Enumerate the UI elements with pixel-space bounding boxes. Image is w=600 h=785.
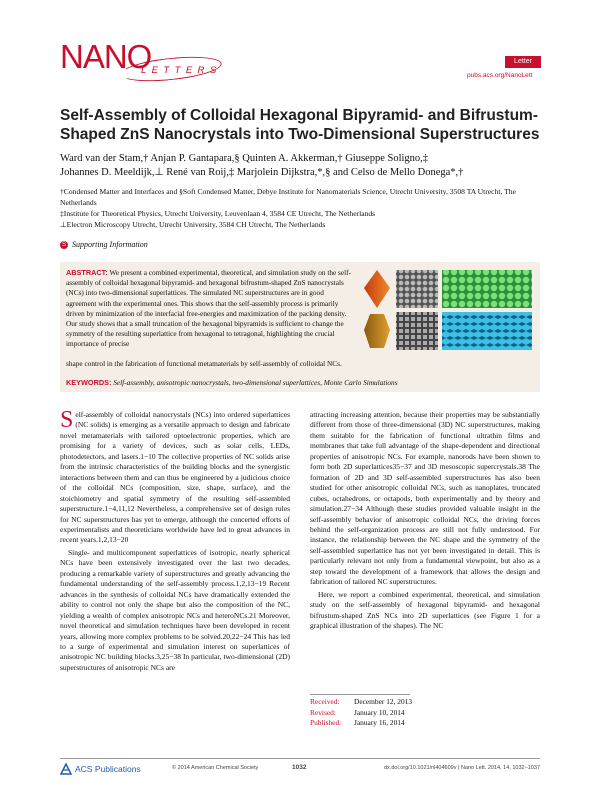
date-label: Published:: [310, 718, 342, 727]
body-column-left: [60, 407, 290, 675]
publication-dates: [310, 697, 412, 729]
date-value: January 10, 2014: [354, 707, 405, 717]
journal-url-link[interactable]: pubs.acs.org/NanoLett: [467, 72, 533, 79]
body-paragraph: attracting increasing attention, because their properties may be substantially different from those of three-dimensional (3D) NC superstructures, making them suitable for the fabrication of functional ultrathin films and membranes that take full advantage of the shape-dependent and directional properties of anisotropic NCs. For example, nanorods have been shown to form both 2D superlattices35−37 and 3D mesoscopic supercrystals.38 The formation of 2D and 3D self-assembled superstructures has also been studied for other anisotropic colloidal NCs, such as nanoplates, truncated cubes, octahedrons, or octapods, both experimentally and by theory and simulation.27−34 Although these studies provided valuable insight in the self-assembly behavior of anisotropic colloidal NCs, the driving forces behind the self-organization process are still not fully understood. For instance, the relationship between the NC shape and the symmetry of the self-assembled superlattice has not yet been investigated in detail. This is particularly relevant not only from a fundamental viewpoint, but also as a step toward the development of a framework that allows the design and fabrication of tailored NC superstructures.: [310, 410, 540, 587]
article-title: Self-Assembly of Colloidal Hexagonal Bipyramid- and Bifrustum-Shaped ZnS Nanocrystals into Two-Dimensional Superstructures: [60, 107, 540, 143]
date-label: Received:: [310, 697, 340, 706]
date-revised: [310, 708, 412, 719]
tem-image-tetragonal: [396, 312, 438, 350]
copyright: © 2014 American Chemical Society: [172, 765, 259, 771]
publisher-name: ACS Publications: [75, 764, 141, 774]
body-paragraph: Here, we report a combined experimental, theoretical, and simulation study on the self-assembly of hexagonal bipyramid- and hexagonal bifrustum-shaped ZnS NCs into 2D superlattices (see Figure 1 for a graphical illustration of the shapes). The NC: [310, 589, 540, 631]
supporting-info-label: Supporting Information: [72, 240, 148, 249]
keywords-label: KEYWORDS:: [66, 378, 112, 387]
date-label: Revised:: [310, 707, 336, 717]
page-number: 1032: [292, 764, 307, 771]
body-text: elf-assembly of colloidal nanocrystals (NCs) into ordered superlattices (NC solids) is emerging as a versatile approach to design and fabricate novel metamaterials with tailored optoelectronic properties, which are promising for a variety of devices, such as solar cells, LEDs, photodetectors, and lasers.1−10 The collective properties of NC solids arise from the intrinsic characteristics of the building blocks and the synergistic interactions between them and can thus be engineered by a judicious choice of the colloidal NCs (composition, size, shape, surface), and the stoichiometry and spatial symmetry of the resulting self-assembled superstructure.1−4,11,12 Nevertheless, a comprehensive set of design rules for NC superstructures has yet to emerge, although the concerted efforts of experimentalists and theoreticians worldwide have led to great advances in recent years.1,2,13−20: [60, 410, 290, 545]
date-received: [310, 697, 412, 708]
drop-cap: S: [60, 407, 74, 433]
supporting-info-icon: S: [61, 241, 66, 248]
affiliation-2: ‡Institute for Theoretical Physics, Utrecht University, Leuvenlaan 4, 3584 CE Utrecht, The Netherlands: [60, 209, 376, 218]
acs-publications-logo[interactable]: [60, 763, 141, 775]
body-paragraph: [60, 407, 290, 546]
author-line-1: Ward van der Stam,† Anjan P. Gantapara,§ Quinten A. Akkerman,† Giuseppe Soligno,‡: [60, 153, 429, 164]
doi-citation-link[interactable]: dx.doi.org/10.1021/nl404609v | Nano Lett. 2014, 14, 1032−1037: [384, 765, 541, 771]
simulation-tetragonal: [442, 312, 532, 350]
simulation-hexagonal: [442, 270, 532, 308]
toc-graphic: [362, 268, 534, 352]
affiliation-3: ⊥Electron Microscopy Utrecht, Utrecht University, 3584 CH Utrecht, The Netherlands: [60, 220, 326, 229]
affiliation-1: †Condensed Matter and Interfaces and §Soft Condensed Matter, Debye Institute for Nanomaterials Science, Utrecht University, 3508 TA Utrecht, The Netherlands: [60, 187, 516, 207]
keywords: [66, 378, 536, 387]
body-column-right: [310, 410, 540, 634]
bifrustum-shape: [364, 314, 390, 348]
article-type-badge: Letter: [505, 56, 541, 68]
footer-divider: [60, 758, 540, 759]
date-value: December 12, 2013: [354, 697, 413, 706]
dates-divider: [310, 694, 410, 695]
tem-image-hexagonal: [396, 270, 438, 308]
journal-logo-main: NANO: [60, 38, 152, 75]
body-paragraph: Single- and multicomponent superlattices of isotropic, nearly spherical NCs have been extensively investigated over the last two decades, producing a remarkable variety of superstructures and greatly advancing the fundamental understanding of the self-assembly process.1,2,13−19 Recent advances in the synthesis of colloidal NCs have dramatically extended the ability to control not only the shape but also the composition of the NC, yielding a wealth of complex anisotropic NCs and heteroNCs.21 Moreover, novel theoretical and simulation techniques have been developed in recent years, allowing more complex problems to be solved.20,22−24 This has led to a surge of experimental and simulation interest on superlattices of anisotropic NC building blocks.3,25−38 In particular, two-dimensional (2D) superstructures of anisotropic NCs are: [60, 547, 290, 672]
abstract-text-main: [66, 268, 356, 350]
keywords-text: Self-assembly, anisotropic nanocrystals, two-dimensional superlattices, Monte Carlo Simulations: [113, 378, 398, 387]
bipyramid-shape: [364, 270, 390, 308]
author-line-2: Johannes D. Meeldijk,⊥ René van Roij,‡ Marjolein Dijkstra,*,§ and Celso de Mello Donega*,†: [60, 167, 464, 178]
abstract-text-a: We present a combined experimental, theoretical, and simulation study on the self-assembly of colloidal hexagonal bipyramid- and hexagonal bifrustum-shaped ZnS nanocrystals (NCs) into two-dimensional superlattices. The simulated NC superstructures are in good agreement with the experimental ones. This shows that the self-assembly process is primarily driven by minimization of the interfacial free-energies and maximization of the packing density. Our study shows that a small truncation of the hexagonal bipyramids is sufficient to change the symmetry of the resulting superlattice from hexagonal to tetragonal, highlighting the crucial importance of precise: [66, 268, 352, 349]
date-published: [310, 718, 412, 729]
affiliations: [60, 186, 540, 230]
date-value: January 16, 2014: [354, 718, 405, 727]
abstract-label: ABSTRACT:: [66, 268, 108, 277]
author-list: [60, 152, 540, 180]
supporting-information-link[interactable]: [60, 240, 148, 249]
journal-logo-sub: LETTERS: [141, 65, 222, 76]
abstract-text-tail: shape control in the fabrication of functional metamaterials by self-assembly of colloidal NCs.: [66, 359, 342, 368]
acs-logo-icon: [60, 763, 72, 775]
